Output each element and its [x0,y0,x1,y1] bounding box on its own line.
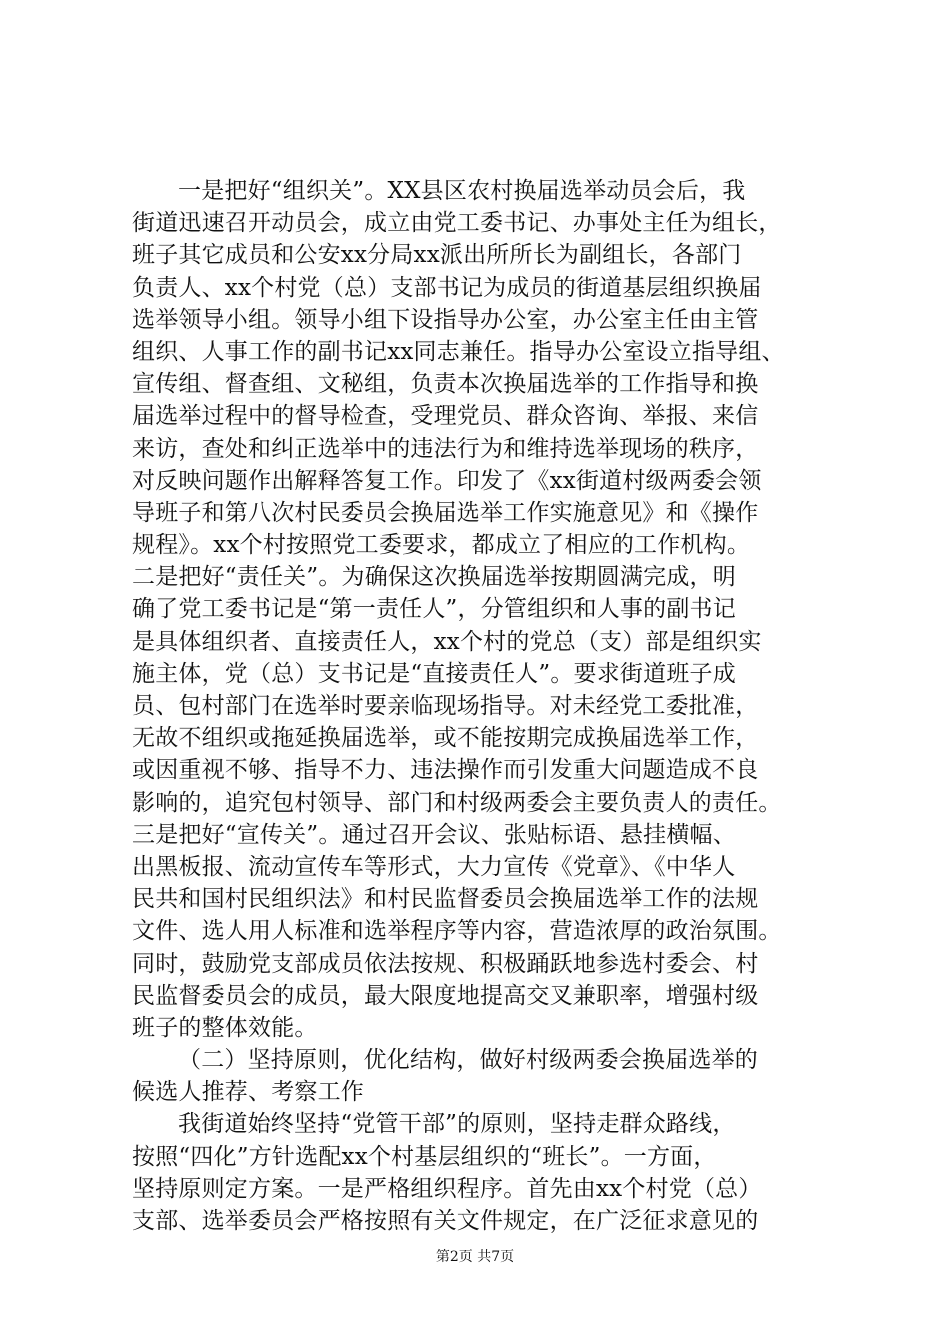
paragraph-line: 出黑板报、流动宣传车等形式，大力宣传《党章》、《中华人 [132,853,736,880]
paragraph-line: 无故不组织或拖延换届选举，或不能按期完成换届选举工作， [132,725,759,752]
document-body [132,175,832,1237]
section-heading-line: （二）坚持原则，优化结构，做好村级两委会换届选举的 [178,1047,758,1074]
paragraph-line: 街道迅速召开动员会，成立由党工委书记、办事处主任为组长， [132,210,782,237]
paragraph-line: 确了党工委书记是“第一责任人”，分管组织和人事的副书记 [132,596,736,623]
paragraph-line: 届选举过程中的督导检查，受理党员、群众咨询、举报、来信 [132,403,759,430]
paragraph-line: 对反映问题作出解释答复工作。印发了《xx街道村级两委会领 [132,467,762,494]
paragraph-line: 按照“四化”方针选配xx个村基层组织的“班长”。一方面， [132,1143,717,1170]
paragraph-line: 来访，查处和纠正选举中的违法行为和维持选举现场的秩序， [132,435,759,462]
paragraph-line: 三是把好“宣传关”。通过召开会议、张贴标语、悬挂横幅、 [132,821,736,848]
paragraph-line: 规程》。xx个村按照党工委要求，都成立了相应的工作机构。 [132,532,751,559]
paragraph-line: 员、包村部门在选举时要亲临现场指导。对未经党工委批准， [132,693,759,719]
paragraph-line: 或因重视不够、指导不力、违法操作而引发重大问题造成不良 [132,757,759,784]
paragraph-line: 同时，鼓励党支部成员依法按规、积极踊跃地参选村委会、村 [132,950,759,977]
paragraph-line: 文件、选人用人标准和选举程序等内容，营造浓厚的政治氛围。 [132,918,782,945]
section-heading-line: 候选人推荐、考察工作 [132,1079,364,1106]
paragraph-line: 二是把好“责任关”。为确保这次换届选举按期圆满完成，明 [132,564,736,591]
page-number: 第2页 共7页 [435,1249,515,1265]
paragraph-line: 影响的，追究包村领导、部门和村级两委会主要负责人的责任。 [132,789,782,816]
paragraph-line: 是具体组织者、直接责任人，xx个村的党总（支）部是组织实 [132,628,762,655]
paragraph-line: 选举领导小组。领导小组下设指导办公室，办公室主任由主管 [132,306,759,333]
paragraph-line: 施主体，党（总）支书记是“直接责任人”。要求街道班子成 [132,660,736,687]
page-footer [0,1246,950,1266]
paragraph-line: 班子其它成员和公安xx分局xx派出所所长为副组长，各部门 [132,242,742,269]
paragraph-line: 坚持原则定方案。一是严格组织程序。首先由xx个村党（总） [132,1175,762,1202]
paragraph-line: 我街道始终坚持“党管干部”的原则，坚持走群众路线， [178,1111,736,1138]
paragraph-line: 宣传组、督查组、文秘组，负责本次换届选举的工作指导和换 [132,371,759,398]
paragraph-line: 组织、人事工作的副书记xx同志兼任。指导办公室设立指导组、 [132,338,785,365]
paragraph-line: 负责人、xx个村党（总）支部书记为成员的街道基层组织换届 [132,274,762,301]
paragraph-line: 支部、选举委员会严格按照有关文件规定，在广泛征求意见的 [132,1208,759,1234]
paragraph-line: 一是把好“组织关”。XX县区农村换届选举动员会后，我 [178,178,746,204]
paragraph-line: 民共和国村民组织法》和村民监督委员会换届选举工作的法规 [132,886,759,913]
paragraph-line: 导班子和第八次村民委员会换届选举工作实施意见》和《操作 [132,499,759,526]
paragraph-line: 班子的整体效能。 [132,1014,318,1041]
paragraph-line: 民监督委员会的成员，最大限度地提高交叉兼职率，增强村级 [132,982,759,1009]
